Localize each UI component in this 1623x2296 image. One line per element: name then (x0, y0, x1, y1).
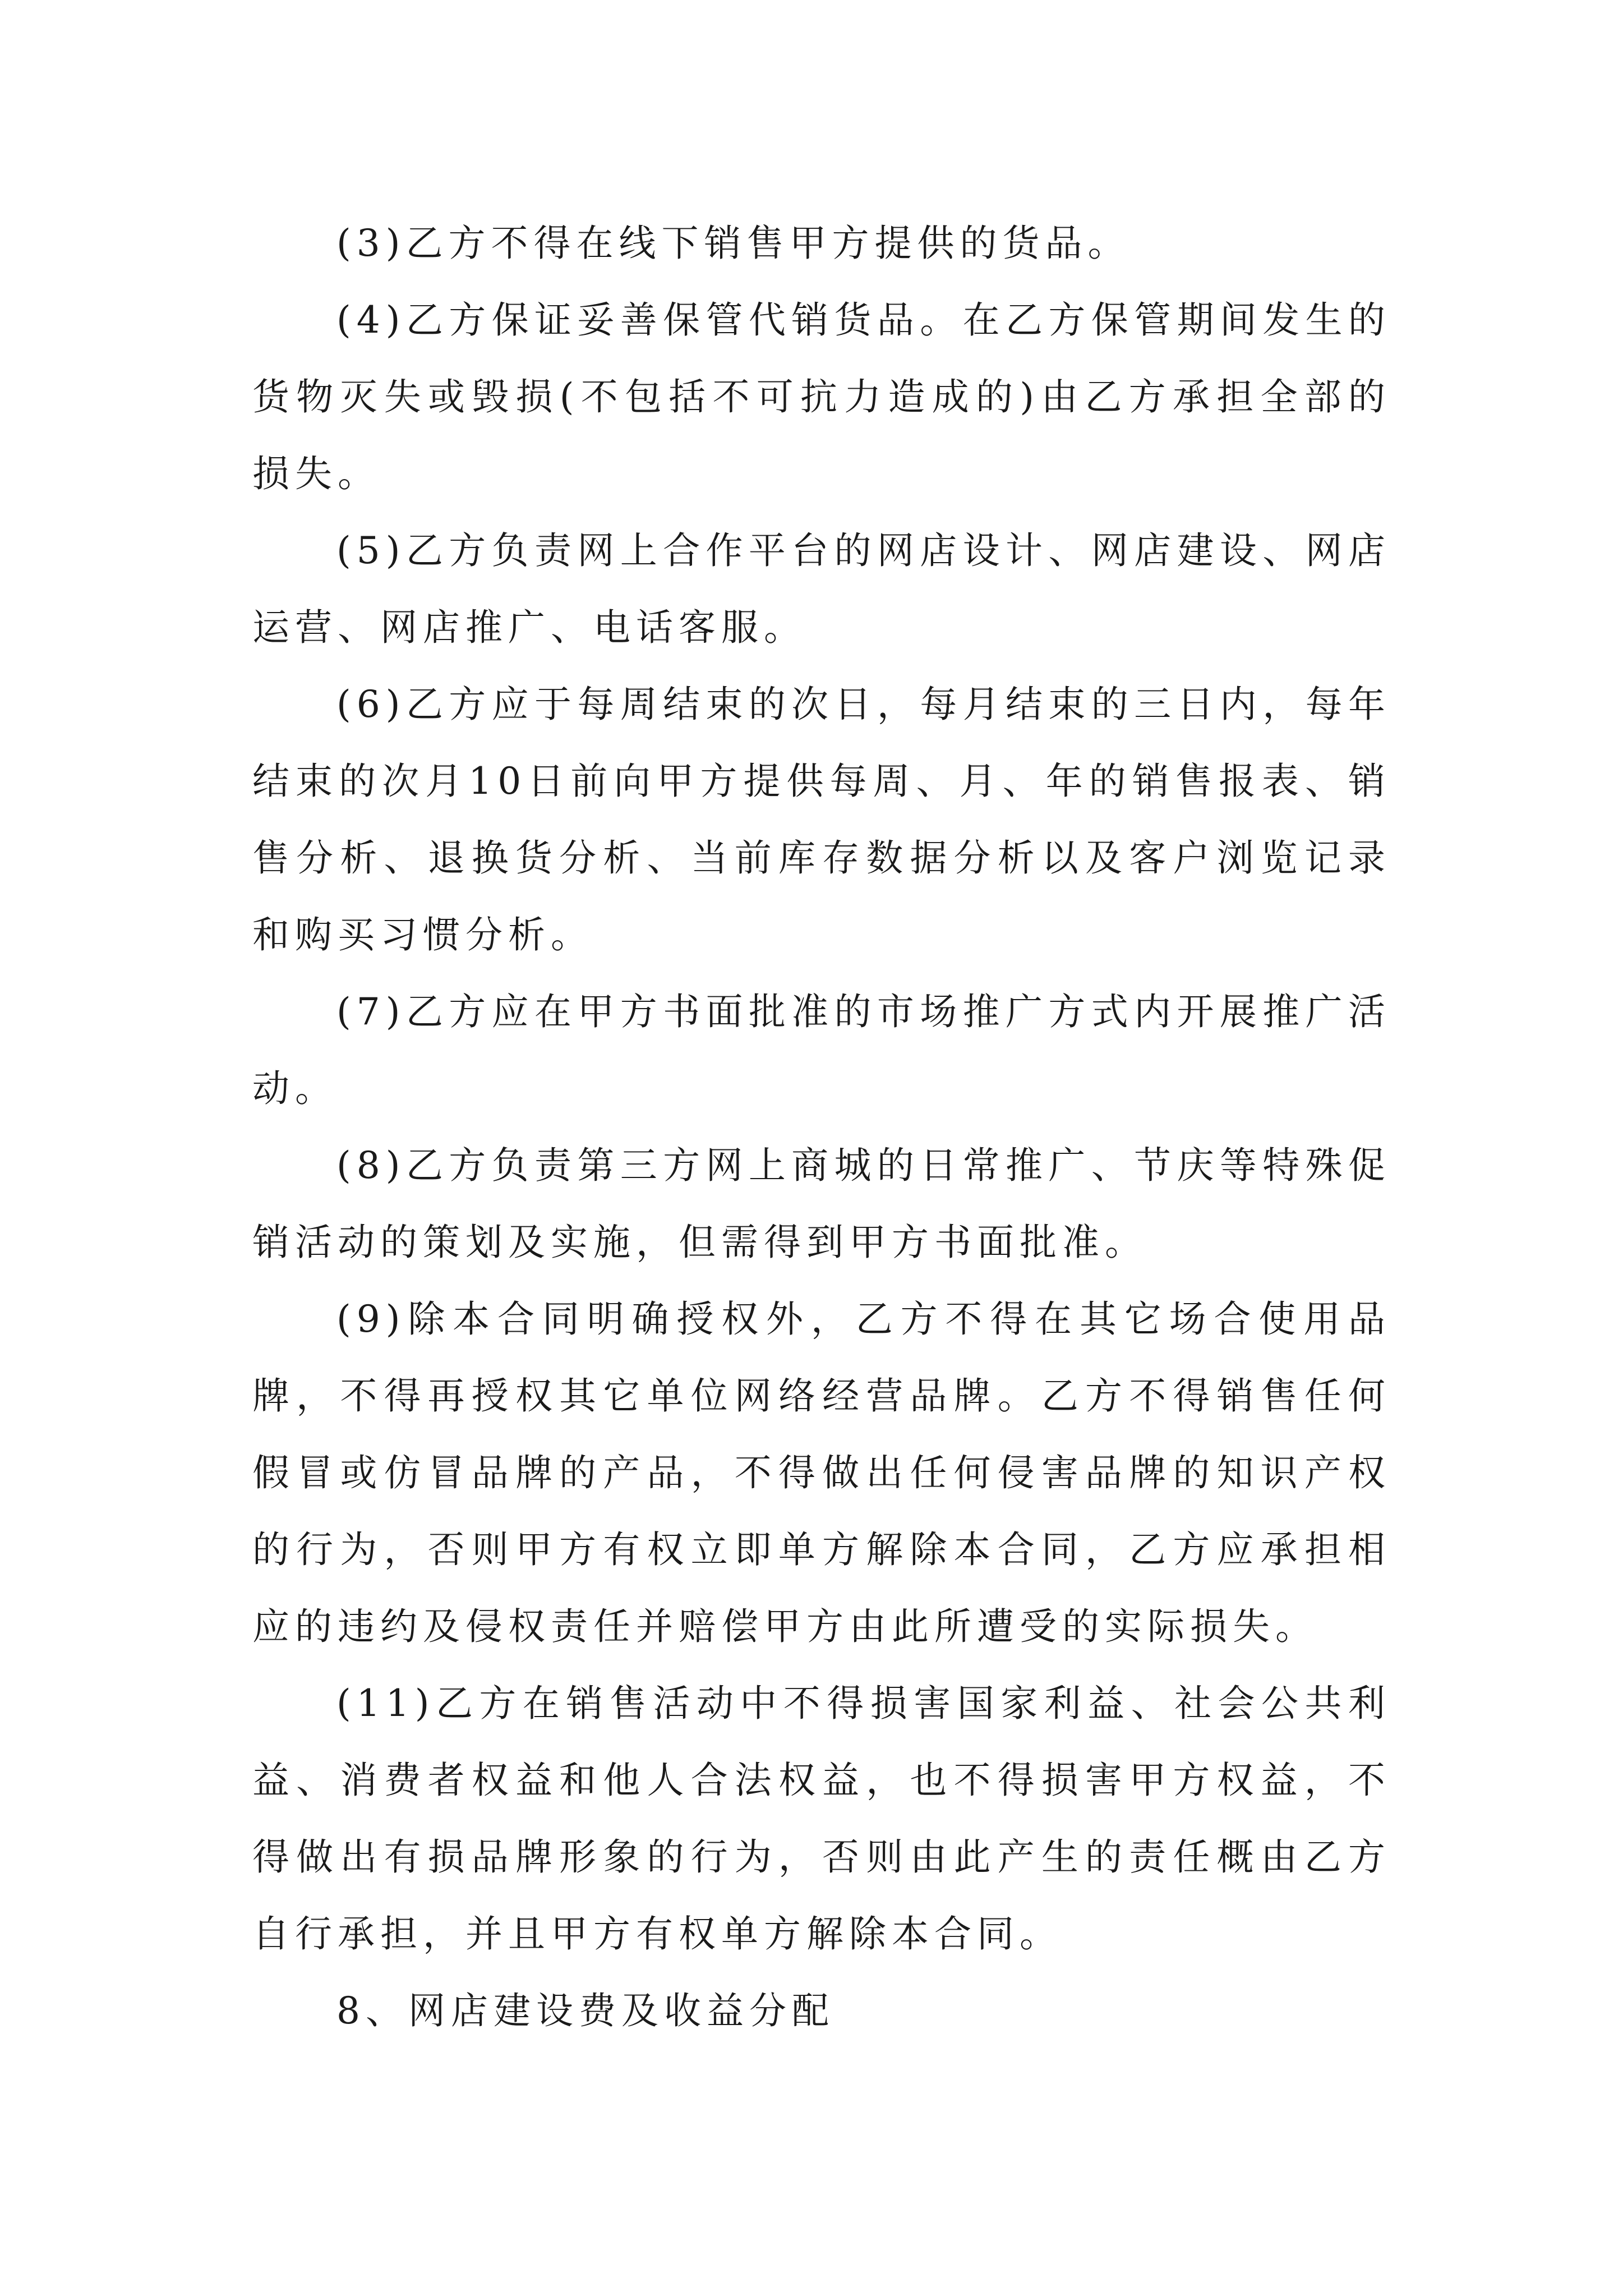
clause-3: (3)乙方不得在线下销售甲方提供的货品。 (336, 222, 1131, 265)
clause-7: (7)乙方应在甲方书面批准的市场推广方式内开展推广活动。 (252, 990, 1391, 1110)
clause-8: (8)乙方负责第三方网上商城的日常推广、节庆等特殊促销活动的策划及实施，但需得到甲方书面批准。 (252, 1144, 1391, 1264)
clause-5: (5)乙方负责网上合作平台的网店设计、网店建设、网店运营、网店推广、电话客服。 (252, 529, 1391, 649)
clause-4: (4)乙方保证妥善保管代销货品。在乙方保管期间发生的货物灭失或毁损(不包括不可抗力造成的)由乙方承担全部的损失。 (252, 298, 1391, 495)
section-heading: 8、网店建设费及收益分配 (336, 1989, 834, 2032)
document-body (252, 205, 1391, 2049)
clause-9: (9)除本合同明确授权外，乙方不得在其它场合使用品牌，不得再授权其它单位网络经营品牌。乙方不得销售任何假冒或仿冒品牌的产品，不得做出任何侵害品牌的知识产权的行为，否则甲方有权立即单方解除本合同，乙方应承担相应的违约及侵权责任并赔偿甲方由此所遭受的实际损失。 (252, 1297, 1391, 1648)
clause-6: (6)乙方应于每周结束的次日，每月结束的三日内，每年结束的次月10日前向甲方提供每周、月、年的销售报表、销售分析、退换货分析、当前库存数据分析以及客户浏览记录和购买习惯分析。 (252, 683, 1391, 956)
clause-11: (11)乙方在销售活动中不得损害国家利益、社会公共利益、消费者权益和他人合法权益，也不得损害甲方权益，不得做出有损品牌形象的行为，否则由此产生的责任概由乙方自行承担，并且甲方有权单方解除本合同。 (252, 1682, 1391, 1955)
